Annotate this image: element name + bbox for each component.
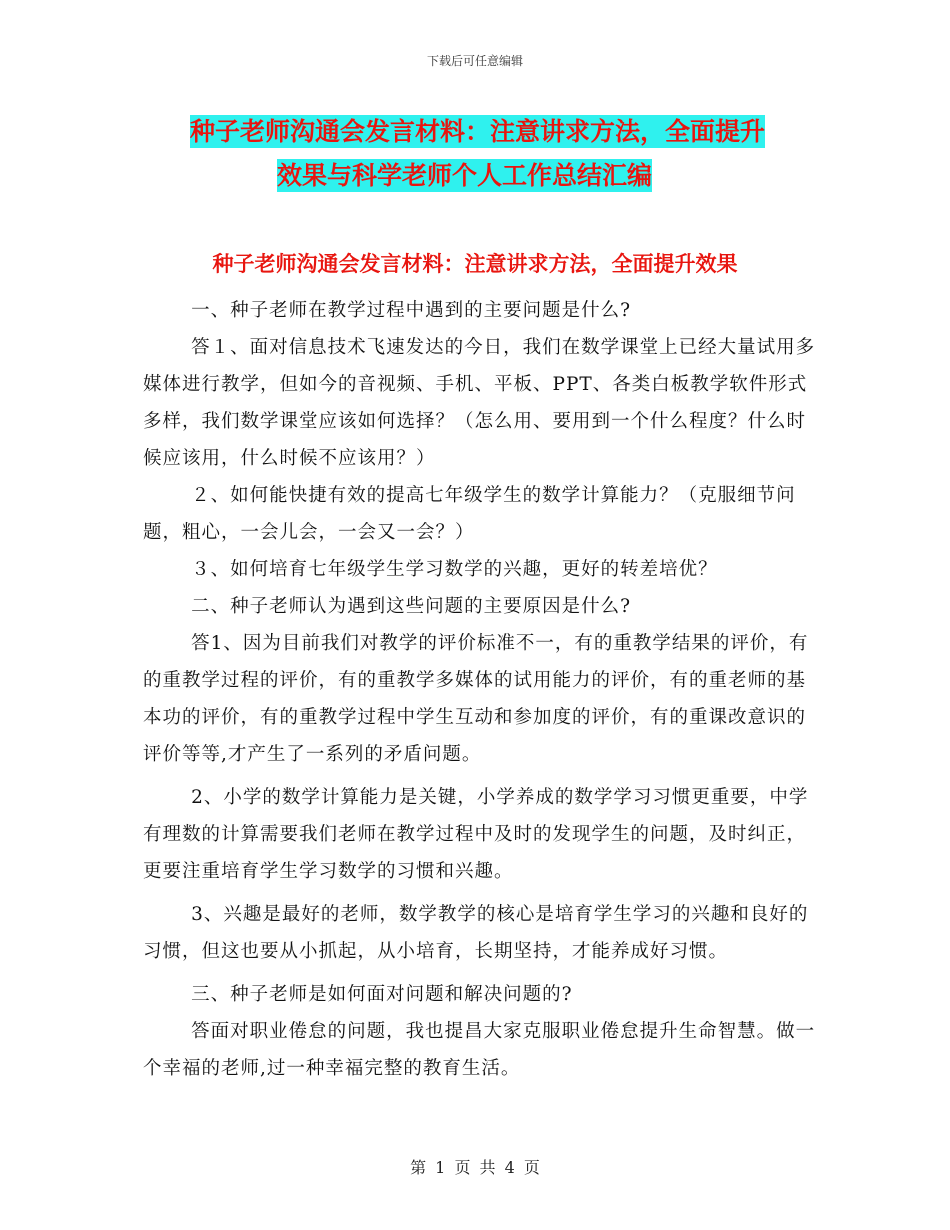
section-title: 种子老师沟通会发言材料：注意讲求方法，全面提升效果 xyxy=(212,252,738,276)
paragraph: 答1、因为目前我们对教学的评价标准不一，有的重教学结果的评价，有的重教学过程的评价，有的重教学多媒体的试用能力的评价，有的重老师的基本功的评价，有的重教学过程中学生互动和参加度的评价，有的重课改意识的评价等等,才产生了一系列的矛盾问题。 xyxy=(143,633,809,765)
paragraph: 3、兴趣是最好的老师，数学教学的核心是培育学生学习的兴趣和良好的习惯，但这也要从小抓起，从小培育，长期坚持，才能养成好习惯。 xyxy=(143,904,809,962)
title-line-2: 效果与科学老师个人工作总结汇编 xyxy=(277,161,653,190)
title-line-1: 种子老师沟通会发言材料：注意讲求方法，全面提升 xyxy=(190,117,766,146)
document-title xyxy=(190,110,820,198)
page-number: 第 1 页 共 4 页 xyxy=(410,1158,540,1177)
paragraph: 三、种子老师是如何面对问题和解决问题的? xyxy=(191,984,573,1005)
paragraph: 二、种子老师认为遇到这些问题的主要原因是什么? xyxy=(191,596,632,617)
paragraph: 一、种子老师在教学过程中遇到的主要问题是什么? xyxy=(191,300,632,321)
paragraph: 答面对职业倦怠的问题，我也提昌大家克服职业倦怠提升生命智慧。做一个幸福的老师,过一种幸福完整的教育生活。 xyxy=(143,1021,816,1079)
paragraph: 答１、面对信息技术飞速发达的今日，我们在数学课堂上已经大量试用多媒体进行教学，但如今的音视频、手机、平板、PPT、各类白板教学软件形式多样，我们数学课堂应该如何选择？（怎么用、要用到一个什么程度？什么时候应该用，什么时候不应该用？） xyxy=(143,337,816,469)
paragraph: 2、小学的数学计算能力是关键，小学养成的数学学习习惯更重要，中学有理数的计算需要我们老师在教学过程中及时的发现学生的问题，及时纠正，更要注重培育学生学习数学的习惯和兴趣。 xyxy=(143,787,809,882)
body-text xyxy=(143,292,818,1087)
paragraph: ２、如何能快捷有效的提高七年级学生的数学计算能力？（克服细节问题，粗心，一会儿会，一会又一会？） xyxy=(143,485,796,543)
paragraph: ３、如何培育七年级学生学习数学的兴趣，更好的转差培优？ xyxy=(191,559,718,580)
header-note: 下载后可任意编辑 xyxy=(426,54,523,68)
